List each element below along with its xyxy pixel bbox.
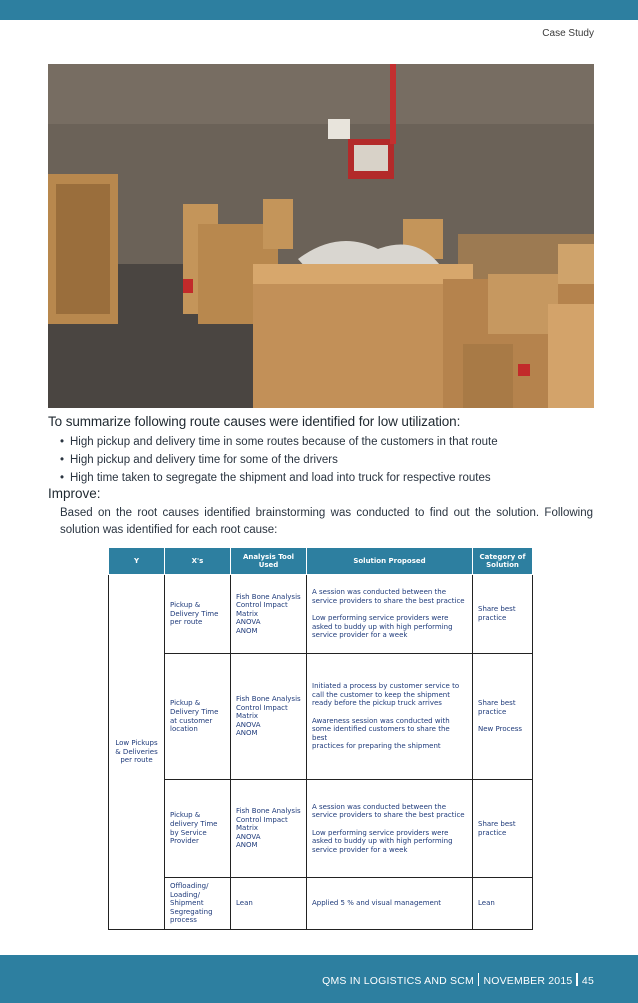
- page-footer: [322, 973, 594, 987]
- table-header-row: [109, 548, 533, 575]
- page-number: 45: [581, 975, 594, 987]
- table-row: [109, 654, 533, 780]
- warehouse-boxes-photo: [48, 64, 594, 408]
- tool-cell: Lean: [231, 878, 307, 930]
- x-cell: Pickup & delivery Time by Service Provider: [165, 780, 231, 878]
- column-header-category: Category of Solution: [473, 548, 533, 575]
- top-color-band: [0, 0, 638, 20]
- category-cell: Share best practice: [473, 780, 533, 878]
- solution-cell: A session was conducted between the service providers to share the best practice Low performing service providers were asked to buddy up with high performing service provider for a week: [307, 575, 473, 654]
- solution-cell: Applied 5 % and visual management: [307, 878, 473, 930]
- x-cell: Pickup & Delivery Time at customer location: [165, 654, 231, 780]
- table-row: [109, 575, 533, 654]
- list-item: • High pickup and delivery time for some of the drivers: [60, 451, 620, 469]
- footer-divider: [478, 973, 480, 986]
- solutions-table-container: [108, 547, 532, 930]
- table-row: [109, 878, 533, 930]
- y-cell: Low Pickups & Deliveries per route: [109, 575, 165, 930]
- column-header-xs: X's: [165, 548, 231, 575]
- table-row: [109, 780, 533, 878]
- summary-heading: To summarize following route causes were identified for low utilization:: [48, 414, 461, 429]
- column-header-analysis-tool: Analysis Tool Used: [231, 548, 307, 575]
- column-header-solution: Solution Proposed: [307, 548, 473, 575]
- category-cell: Share best practice: [473, 575, 533, 654]
- list-item: • High time taken to segregate the shipment and load into truck for respective routes: [60, 469, 620, 487]
- improve-heading: Improve:: [48, 486, 101, 501]
- list-item: • High pickup and delivery time in some routes because of the customers in that route: [60, 433, 620, 451]
- improve-paragraph: Based on the root causes identified brainstorming was conducted to find out the solution. Following solution was identified for each root cause:: [60, 507, 593, 536]
- footer-divider: [576, 973, 578, 986]
- category-cell: Share best practice New Process: [473, 654, 533, 780]
- tool-cell: Fish Bone Analysis Control Impact Matrix ANOVA ANOM: [231, 780, 307, 878]
- column-header-y: Y: [109, 548, 165, 575]
- solution-cell: A session was conducted between the service providers to share the best practice Low performing service providers were asked to buddy up with high performing service provider for a week: [307, 780, 473, 878]
- publication-title: QMS IN LOGISTICS AND SCM: [322, 975, 474, 987]
- tool-cell: Fish Bone Analysis Control Impact Matrix ANOVA ANOM: [231, 654, 307, 780]
- tool-cell: Fish Bone Analysis Control Impact Matrix ANOVA ANOM: [231, 575, 307, 654]
- publication-date: NOVEMBER 2015: [483, 975, 573, 987]
- x-cell: Pickup & Delivery Time per route: [165, 575, 231, 654]
- x-cell: Offloading/ Loading/ Shipment Segregating process: [165, 878, 231, 930]
- solution-cell: Initiated a process by customer service to call the customer to keep the shipment ready before the pickup truck arrives Awareness session was conducted with some identified customers to share the best practices for preparing the shipment: [307, 654, 473, 780]
- section-label: Case Study: [542, 28, 594, 39]
- category-cell: Lean: [473, 878, 533, 930]
- root-cause-list: [60, 433, 620, 487]
- solutions-table: [108, 547, 533, 930]
